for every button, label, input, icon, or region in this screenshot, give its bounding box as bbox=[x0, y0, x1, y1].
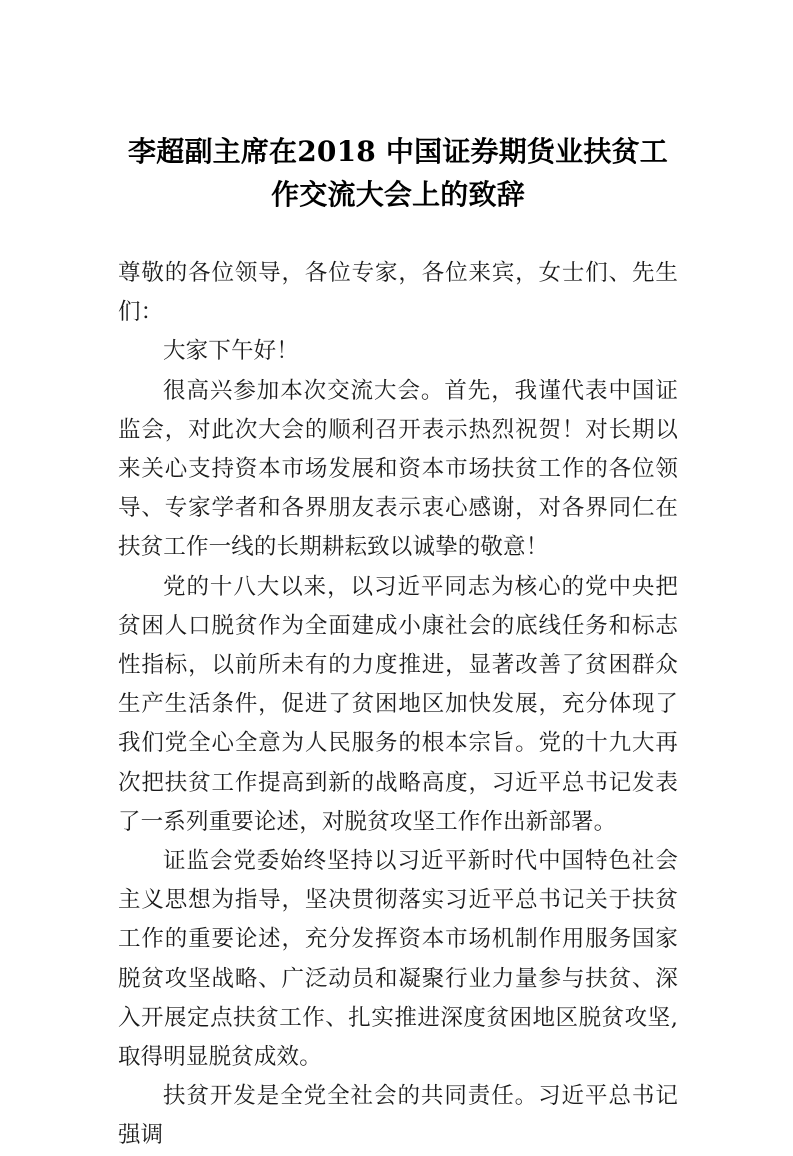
paragraph-thanks: 很高兴参加本次交流大会。首先，我谨代表中国证监会，对此次大会的顺利召开表示热烈祝贺！对长期以来关心支持资本市场发展和资本市场扶贫工作的各位领导、专家学者和各界朋友表示衷心感谢，对各界同仁在扶贫工作一线的长期耕耘致以诚挚的敬意！ bbox=[118, 377, 678, 561]
paragraph-salutation: 尊敬的各位领导，各位专家，各位来宾，女士们、先生们： bbox=[118, 260, 678, 326]
document-body bbox=[118, 216, 678, 1156]
paragraph-greeting: 大家下午好！ bbox=[163, 338, 299, 365]
paragraph-csrc-committee: 证监会党委始终坚持以习近平新时代中国特色社会主义思想为指导，坚决贯彻落实习近平总书记关于扶贫工作的重要论述，充分发挥资本市场机制作用服务国家脱贫攻坚战略、广泛动员和凝聚行业力量参与扶贫、深入开展定点扶贫工作、扎实推进深度贫困地区脱贫攻坚,取得明显脱贫成效。 bbox=[118, 848, 678, 1071]
paragraph-18th-congress: 党的十八大以来，以习近平同志为核心的党中央把贫困人口脱贫作为全面建成小康社会的底线任务和标志性指标，以前所未有的力度推进，显著改善了贫困群众生产生活条件，促进了贫困地区加快发展，充分体现了我们党全心全意为人民服务的根本宗旨。党的十九大再次把扶贫工作提高到新的战略高度，习近平总书记发表了一系列重要论述，对脱贫攻坚工作作出新部署。 bbox=[118, 573, 678, 835]
page-title: 李超副主席在2018 中国证券期货业扶贫工作交流大会上的致辞 bbox=[128, 135, 668, 211]
paragraph-responsibility: 扶贫开发是全党全社会的共同责任。习近平总书记强调 bbox=[118, 1083, 678, 1149]
document-content bbox=[118, 0, 678, 1156]
